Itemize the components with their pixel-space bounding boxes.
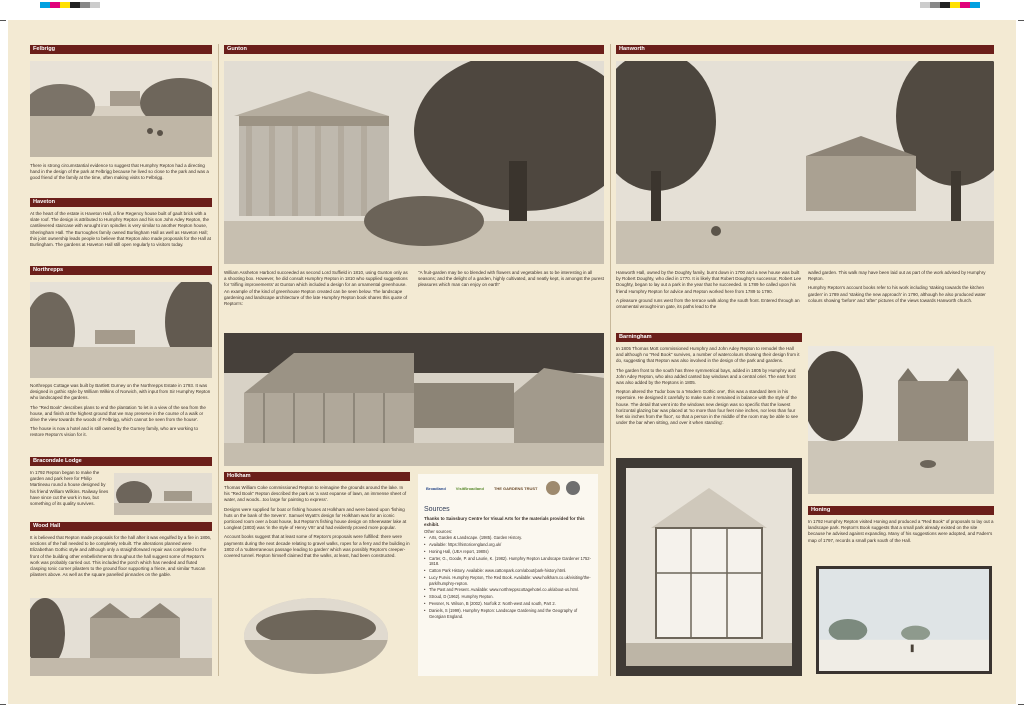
northrepps-text [30,383,212,455]
hanworth-text-right [808,270,994,330]
source-item: • Catton Park History. Available: www.cattonpark.com/about/park-history.html. [424,568,592,573]
ngt-logo [546,481,560,495]
crop-mark [0,20,6,21]
source-item: • Available: https://historicengland.org.uk/ [424,542,592,547]
color-registration-bar-right [920,2,980,8]
honing-watercolour [816,566,992,674]
barningham-paragraph: Repton altered the Tudor bow to a 'Modern Gothic one', this was a standard item in his repertoire. He designed it carefully to make sure it remained in balance with the style of the house. The detail that went into the windows new design was so specific that the lowest horizontal glazing bar was placed at 'no more than four feet nine inches, nor less than four feet six inches from the floor', so that a person in the middle of the room may be able to see under the bar when sitting, and over it when standing'. [616,389,798,426]
column-divider [610,44,611,676]
broadland-logo: Broadland [426,485,446,491]
felbrigg-text: There is strong circumstantial evidence to suggest that Humphry Repton had a directing hand in the design of the park at Felbrigg because he lived so close to the park and was a good friend of the family at the time, often making visits to Felbrigg. [30,163,209,181]
source-item: • Honing Hall, (UEA report, 1980s) [424,549,592,554]
northrepps-paragraph: The house is now a hotel and is still owned by the Gurney family, who are working to restore Repton's vision for it. [30,426,199,438]
barningham-hall-engraving [808,346,994,494]
hanworth-text-left [616,270,802,330]
source-item: • The Past and Present. Available: www.northreppscottagehotel.co.uk/about-us.html. [424,587,592,592]
holkham-lake-engraving [244,598,388,674]
section-banner-holkham: Holkham [224,472,410,481]
section-banner-gunton: Gunton [224,45,604,54]
section-banner-honing: Honing [808,506,994,515]
source-item: • Pevsner, N. Wilson, B (2002). Norfolk 2: North-west and south, Part 2. [424,601,592,606]
hanworth-paragraph: Hanworth Hall, owned by the Doughty family, burnt down in 1700 and a new house was built by Robert Doughty, who died in 1770. It is likely that Robert Doughty's successor, Robert Lee Doughty, began to lay out a park in the year that he succeeded. In 1789 he called upon his friend Humphry Repton for advice and Repton worked here from 1789 to 1790. [616,270,802,294]
northrepps-engraving [30,282,212,378]
section-banner-hanworth: Hanworth [616,45,994,54]
woodhall-text: It is believed that Repton made proposals for the hall after it was engulfed by a fire in 1806, sections of the hall needed to be completely rebuilt. The alterations planned were Elizabethan Gothic style and although only a straightforward repair was completed to the front of the building other embellishments throughout the hall suggest some of Repton's work was probably carried out. This included the porch which has needed and fluted clasping Ionic corner pilasters to the ground floor supporting a frieze, and similar Tuscan pilasters above. As well as the square panelled pinnacles on the gable. [30,535,212,578]
sources-heading: Sources [424,506,450,513]
gunton-text-left: William Assheton Harbord succeeded as second Lord Suffield in 1810, using Gunton only as a shooting box. However, he did consult Humphry Repton in 1810 who supplied suggestions for 'trifling improvements' at Gunton which included a design for an ornamental greenhouse. An example of the kind of greenhouse Repton created can be seen below. The landscape gardening and landscape architecture of the late Humphry Repton book shares this quote of Repton's: [224,270,408,307]
gunton-quote: "A fruit-garden may be so blended with flowers and vegetables as to be interesting in all seasons; and the delight of a garden, highly cultivated, and neatly kept, is amongst the purest pleasures which man can enjoy on earth" [418,270,604,288]
color-registration-bar-left [40,2,100,8]
holkham-paragraph: Account books suggest that at least some of Repton's proposals were fulfilled: there were payments during the next decade relating to gravel walks, ropes for a ferry and the building in 1802 of a 'subterraneous passage leading to garden' which was possibly Repton's creeper-covered tunnel. Repton himself claimed that the walks, at least, had been constructed. [224,534,410,559]
holkham-paragraph: Thomas William Coke commissioned Repton to reimagine the grounds around the lake. In his "Red Book" Repton described the park as 'a vast expanse of lawn, an immense sheet of water, and woods...too large for painting to express'. [224,485,407,503]
honing-text: In 1792 Humphry Repton visited Honing and produced a "Red Book" of proposals to lay out a landscape park. Repton's Book suggests that a small park already existed on the site because he advised against expanding. Many of his suggestions were adopted, and Faden's map of 1797, records a small park south of the Hall. [808,519,994,543]
sources-thanks: Thanks to Sainsbury Centre for Visual Arts for the materials provided for this exhibit. [424,516,585,527]
source-item: • Carter, G., Goode, P. and Laurie, K. (1982). Humphry Repton Landscape Gardener 1752-1818. [424,556,592,567]
gunton-greenhouse-engraving [224,61,604,264]
sources-box [418,474,598,676]
sources-other-label: Other sources: [424,529,453,535]
hanworth-paragraph: Humphry Repton's account books refer to his work including 'staking towards the kitchen garden' in 1789 and 'staking the new approach' in 1790, although he also produced water colours showing 'before' and 'after' pictures of the views towards Hanworth church. [808,285,986,303]
hanworth-engraving [616,61,994,264]
bracondale-engraving [114,473,212,515]
source-item: • Daniels, S (1999). Humphry Repton: Landscape Gardening and the Geography of Georgian England. [424,608,592,619]
section-banner-northrepps: Northrepps [30,266,212,275]
section-banner-woodhall: Wood Hall [30,522,212,531]
felbrigg-engraving [30,61,212,157]
woodhall-engraving [30,598,212,676]
hanworth-paragraph: walled garden. This walk may have been laid out as part of the work advised by Humphry Repton. [808,270,986,282]
crop-mark [1018,20,1024,21]
section-banner-haveton: Haveton [30,198,212,207]
source-item: • Arts, Garden & Landscape. (1985). Garden History. [424,535,592,540]
northrepps-paragraph: The "Red Book" describes plans to end the plantation 'to let in a view of the sea from the house, and finish at the highest ground that we may preserve in the course of a walk or drive the view towards the woods of Felbrigg, which cannot be seen from the house'. [30,404,206,423]
gothic-window-engraving [616,458,802,676]
section-banner-barningham: Barningham [616,333,802,342]
haveton-text: At the heart of the estate is Haveton Hall, a fine Regency house built of gault brick with a slate roof. The design is attributed to Humphry Repton and his son John Adey Repton, the cantilevered staircase with wrought iron spindles is very similar to another Repton house, Sheringham Hall. The Burroughes family owned Burlingham Hall as well as Haveton Hall; this joint ownership leads people to believe that Repton also made proposals for the Hall at Burlingham. The gardens at Haveton Hall still open regularly to visitors today. [30,211,211,248]
visitbroadland-logo: VisitBroadland [455,485,484,491]
barningham-text [616,346,802,454]
source-item: • Lucy Purvis. Humphry Repton, The Red Book. Available: www.holkham.co.uk/visiting/the-park/humphry-repton. [424,575,592,586]
sponsor-logos [424,478,592,498]
barningham-paragraph: The garden front to the south has three symmetrical bays, added in 1805 by Humphry and John Adey Repton, who also added canted bay windows and a central oriel. The east front was also added by the Reptons in 1805. [616,367,796,386]
barningham-paragraph: In 1805 Thomas Mott commissioned Humphry and John Adey Repton to remodel the Hall and although no "Red Book" survives, a number of watercolours showing their design from it do, suggesting that Repton was also involved in the design of the park and gardens. [616,346,800,364]
source-item: • Stroud, D (1962). Humphry Repton. [424,594,592,599]
bracondale-text: In 1792 Repton began to make the garden and park here for Philip Martineau round a house designed by his friend William Wilkins. Railway lines have since cut the work in two, but something of its quality survives. [30,470,109,507]
sources-list [424,535,592,619]
hanworth-paragraph: A pleasure ground runs west from the terrace walk along the south front. Entered through an ornamental wrought-iron gate, its paths lead to the [616,297,800,310]
crop-mark [1018,704,1024,705]
holkham-paragraph: Designs were supplied for boat or fishing houses at Holkham and were based upon 'fishing huts on the bank of the Severn'. Samuel Wyatt's design for Holkham was for an iconic porticoed room over a boat house, but Repton's fishing house design on Sheerwater lake at Longleat (1803) was 'in the style of Henry VIII' and had evidently proved more popular. [224,506,407,531]
section-banner-felbrigg: Felbrigg [30,45,212,54]
column-divider [218,44,219,676]
holkham-text [224,485,410,593]
gardens-trust-logo: THE GARDENS TRUST [493,485,538,491]
northrepps-paragraph: Northrepps Cottage was built by Bartlett Gurney on the Northrepps Estate in 1793. It was designed in gothic style by William Wilkins of Norwich, with input from Sir Humphry Repton who landscaped the gardens. [30,383,211,401]
crop-mark [0,704,6,705]
crest-logo [566,481,580,495]
section-banner-bracondale: Bracondale Lodge [30,457,212,466]
greenhouse-engraving [224,333,604,466]
